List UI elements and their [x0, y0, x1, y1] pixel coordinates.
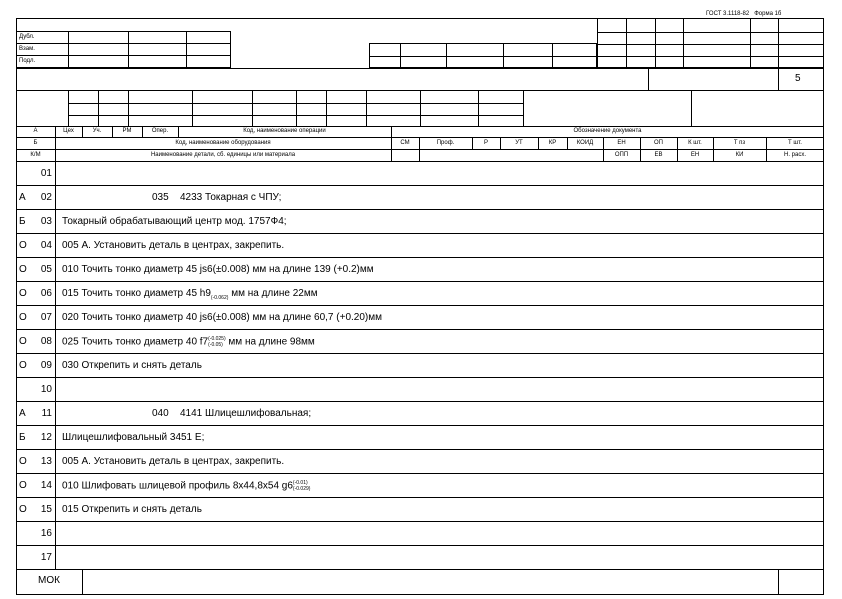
row-separator — [16, 209, 824, 210]
hdr-ki: КИ — [735, 152, 744, 158]
hdr-en: ЕН — [617, 140, 626, 146]
row-separator — [16, 425, 824, 426]
hdr-tpz: Т пз — [733, 140, 746, 146]
hdr-op-name: Код, наименование операции — [243, 128, 326, 134]
row-separator — [16, 305, 824, 306]
hdr-nrash: Н. расх. — [783, 152, 806, 158]
hdr-kr: КР — [548, 140, 557, 146]
row-separator — [16, 185, 824, 186]
row-separator — [16, 521, 824, 522]
signature-grid — [597, 18, 824, 68]
hdr-prof: Проф. — [436, 140, 455, 146]
hdr-ceh: Цех — [63, 128, 74, 134]
hdr-oper: Опер. — [151, 128, 169, 134]
hdr-km: К/М — [30, 152, 41, 158]
hdr-doc: Обозначение документа — [573, 128, 642, 134]
label-vzam: Взам. — [19, 46, 35, 52]
row-separator — [16, 329, 824, 330]
hdr-a: А — [33, 128, 38, 134]
row-separator — [16, 497, 824, 498]
hdr-sm: СМ — [400, 140, 410, 146]
hdr-op: ОП — [654, 140, 663, 146]
hdr-ev: ЕВ — [654, 152, 663, 158]
row-separator — [16, 473, 824, 474]
label-dubl: Дубл. — [19, 34, 35, 40]
row-separator — [16, 233, 824, 234]
row-separator — [16, 377, 824, 378]
hdr-opp: ОПП — [614, 152, 629, 158]
hdr-r: Р — [483, 140, 488, 146]
label-podl: Подл. — [19, 58, 36, 64]
footer-mok: МОК — [38, 575, 60, 586]
hdr-uch: Уч. — [92, 128, 102, 134]
hdr-en2: ЕН — [690, 152, 700, 158]
hdr-rm: РМ — [122, 128, 132, 134]
hdr-b: Б — [33, 140, 38, 146]
hdr-equip: Код, наименование оборудования — [175, 140, 271, 146]
form-standard: ГОСТ 3.1118-82 Форма 1б — [706, 11, 782, 17]
row-separator — [16, 401, 824, 402]
sheet-number: 5 — [795, 73, 801, 84]
row-separator — [16, 281, 824, 282]
row-separator — [16, 257, 824, 258]
hdr-tsht: Т шт. — [788, 140, 802, 146]
row-separator — [16, 545, 824, 546]
row-separator — [16, 353, 824, 354]
hdr-ut: УТ — [515, 140, 523, 146]
hdr-kst: К шт. — [688, 140, 702, 146]
hdr-koid: КОИД — [576, 140, 594, 146]
row-separator — [16, 449, 824, 450]
hdr-detail: Наименование детали, сб. единицы или материала — [150, 152, 296, 158]
